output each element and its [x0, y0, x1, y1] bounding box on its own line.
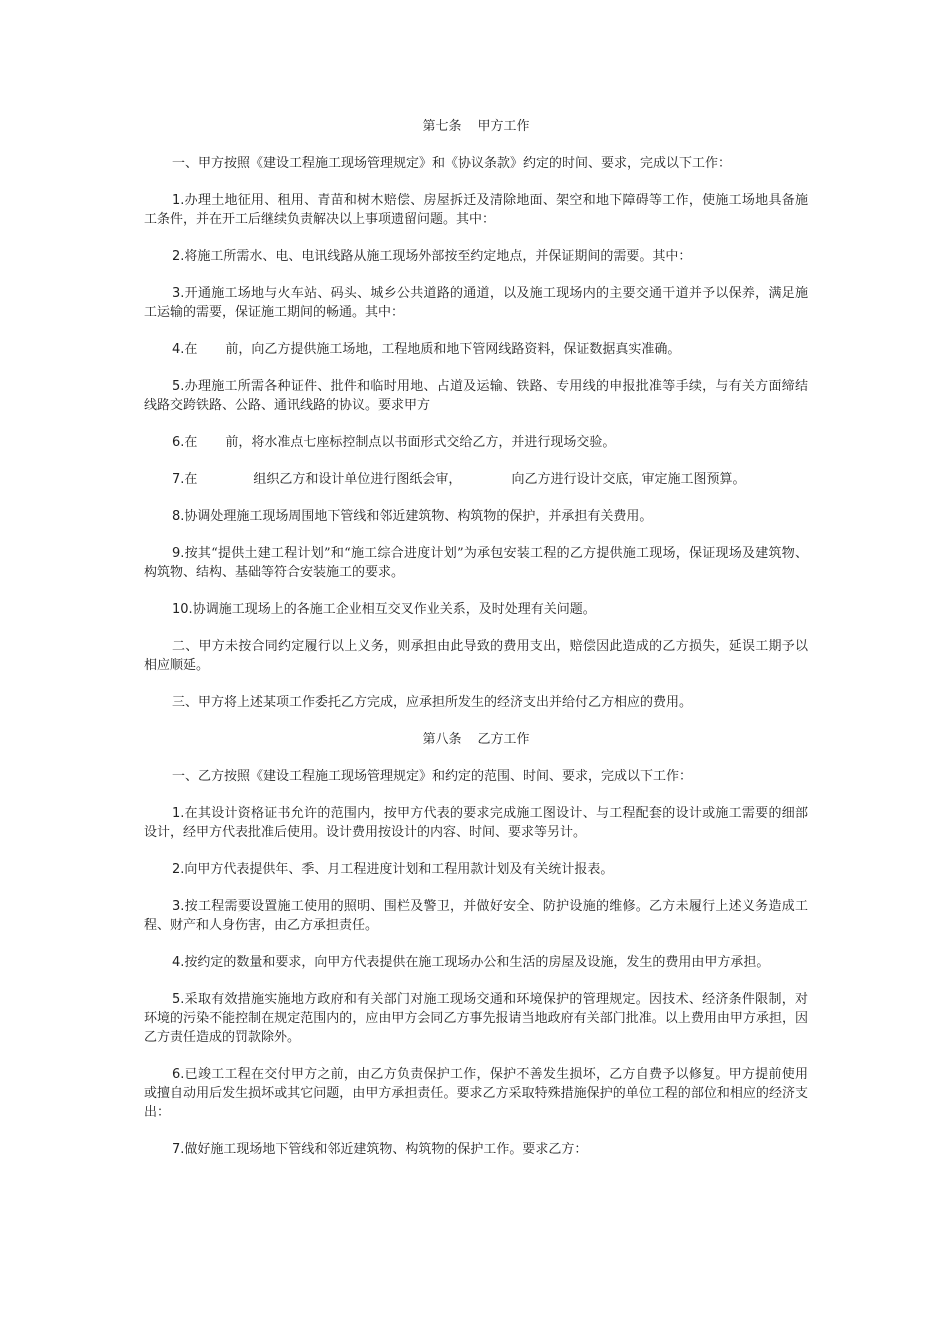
article-7-item-3	[144, 284, 808, 322]
article-7-item-7	[144, 470, 808, 489]
item-number: 8.	[172, 509, 185, 524]
item-text: 按工程需要设置施工使用的照明、围栏及警卫，并做好安全、防护设施的维修。乙方未履行上述义务造成工程、财产和人身伤害，由乙方承担责任。	[144, 899, 808, 933]
article-7-item-8	[144, 507, 808, 526]
item-number: 2.	[172, 862, 185, 877]
article-8-title: 乙方工作	[477, 732, 530, 747]
article-7-heading	[144, 117, 808, 136]
item-number: 3.	[172, 899, 185, 914]
article-7-number: 第七条	[422, 119, 462, 134]
item-text: 协调处理施工现场周围地下管线和邻近建筑物、构筑物的保护，并承担有关费用。	[184, 509, 653, 524]
article-8-item-7	[144, 1140, 808, 1159]
article-7-paragraph-3: 三、甲方将上述某项工作委托乙方完成，应承担所发生的经济支出并给付乙方相应的费用。	[172, 695, 693, 710]
item-text: 向乙方进行设计交底，审定施工图预算。	[511, 472, 746, 487]
article-7-item-6	[144, 433, 808, 452]
item-text: 将施工所需水、电、电讯线路从施工现场外部按至约定地点，并保证期间的需要。其中：	[184, 249, 692, 264]
item-text: 做好施工现场地下管线和邻近建筑物、构筑物的保护工作。要求乙方：	[184, 1142, 588, 1157]
item-text: 协调施工现场上的各施工企业相互交叉作业关系，及时处理有关问题。	[192, 602, 596, 617]
article-7-paragraph-2: 二、甲方未按合同约定履行以上义务，则承担由此导致的费用支出，赔偿因此造成的乙方损失，延误工期予以相应顺延。	[144, 639, 808, 673]
item-number: 10.	[172, 602, 193, 617]
item-number: 1.	[172, 806, 185, 821]
article-7-item-1	[144, 191, 808, 229]
article-7-item-2	[144, 247, 808, 266]
item-text: 办理施工所需各种证件、批件和临时用地、占道及运输、铁路、专用线的申报批准等手续，与有关方面缔结线路交跨铁路、公路、通讯线路的协议。要求甲方	[144, 379, 808, 413]
article-8-intro: 一、乙方按照《建设工程施工现场管理规定》和约定的范围、时间、要求，完成以下工作：	[172, 769, 693, 784]
article-7-intro: 一、甲方按照《建设工程施工现场管理规定》和《协议条款》约定的时间、要求，完成以下工作：	[172, 156, 732, 171]
item-pre: 在	[184, 472, 198, 487]
item-number: 4.	[172, 955, 185, 970]
item-text: 已竣工工程在交付甲方之前，由乙方负责保护工作，保护不善发生损坏，乙方自费予以修复。甲方提前使用或擅自动用后发生损坏或其它问题，由甲方承担责任。要求乙方采取特殊措施保护的单位工程的部位和相应的经济支出：	[144, 1067, 808, 1120]
item-pre: 在	[184, 435, 198, 450]
item-mid: 组织乙方和设计单位进行图纸会审，	[253, 472, 462, 487]
item-number: 9.	[172, 546, 185, 561]
article-8-item-6	[144, 1065, 808, 1122]
item-text: 采取有效措施实施地方政府和有关部门对施工现场交通和环境保护的管理规定。因技术、经济条件限制，对环境的污染不能控制在规定范围内的，应由甲方会同乙方事先报请当地政府有关部门批准。以上费用由甲方承担，因乙方责任造成的罚款除外。	[144, 992, 808, 1045]
item-number: 2.	[172, 249, 185, 264]
item-pre: 在	[184, 342, 198, 357]
article-7-item-9	[144, 544, 808, 582]
article-8-item-5	[144, 990, 808, 1047]
item-number: 6.	[172, 435, 185, 450]
item-text: 按约定的数量和要求，向甲方代表提供在施工现场办公和生活的房屋及设施，发生的费用由甲方承担。	[184, 955, 770, 970]
item-text: 在其设计资格证书允许的范围内，按甲方代表的要求完成施工图设计、与工程配套的设计或施工需要的细部设计，经甲方代表批准后使用。设计费用按设计的内容、时间、要求等另计。	[144, 806, 808, 840]
article-8-item-4	[144, 953, 808, 972]
item-number: 5.	[172, 379, 185, 394]
item-number: 4.	[172, 342, 185, 357]
item-number: 3.	[172, 286, 185, 301]
article-7-item-5	[144, 377, 808, 415]
article-8-item-1	[144, 804, 808, 842]
article-7-title: 甲方工作	[477, 119, 530, 134]
item-number: 7.	[172, 1142, 185, 1157]
item-number: 7.	[172, 472, 185, 487]
item-text: 开通施工场地与火车站、码头、城乡公共道路的通道，以及施工现场内的主要交通干道并予以保养，满足施工运输的需要，保证施工期间的畅通。其中：	[144, 286, 808, 320]
item-text: 前，将水准点七座标控制点以书面形式交给乙方，并进行现场交验。	[225, 435, 616, 450]
article-8-number: 第八条	[422, 732, 462, 747]
article-7-item-4	[144, 340, 808, 359]
item-text: 前，向乙方提供施工场地，工程地质和地下管网线路资料，保证数据真实准确。	[225, 342, 681, 357]
document-page	[144, 117, 808, 1177]
article-8-item-3	[144, 897, 808, 935]
item-text: 向甲方代表提供年、季、月工程进度计划和工程用款计划及有关统计报表。	[184, 862, 614, 877]
article-8-item-2	[144, 860, 808, 879]
item-number: 6.	[172, 1067, 185, 1082]
article-7-item-10	[144, 600, 808, 619]
item-text: 按其“提供土建工程计划”和“施工综合进度计划”为承包安装工程的乙方提供施工现场，保证现场及建筑物、构筑物、结构、基础等符合安装施工的要求。	[144, 546, 808, 580]
item-number: 1.	[172, 193, 185, 208]
item-number: 5.	[172, 992, 185, 1007]
item-text: 办理土地征用、租用、青苗和树木赔偿、房屋拆迁及清除地面、架空和地下障碍等工作，使施工场地具备施工条件，并在开工后继续负责解决以上事项遗留问题。其中：	[144, 193, 808, 227]
article-8-heading	[144, 730, 808, 749]
